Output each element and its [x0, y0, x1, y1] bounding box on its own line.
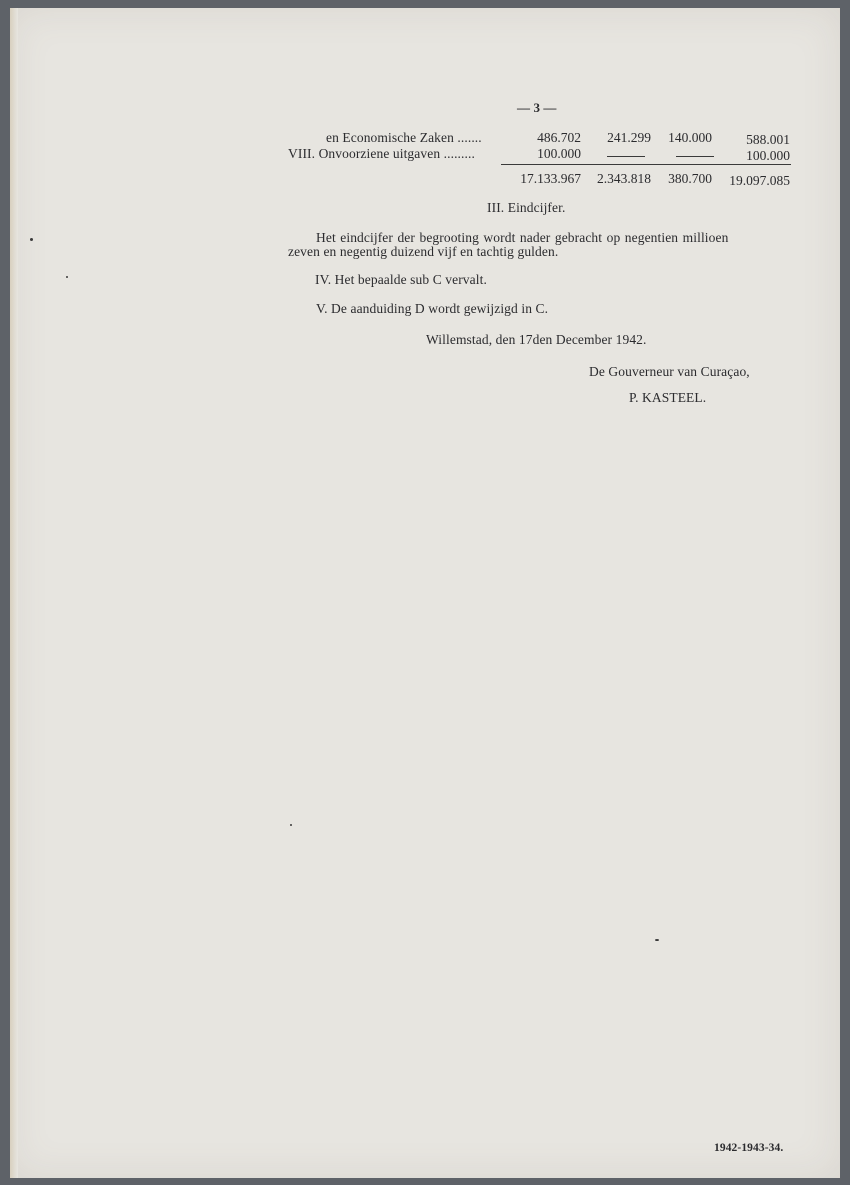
total-cell: 17.133.967: [520, 171, 581, 186]
section-heading: III. Eindcijfer.: [487, 200, 566, 215]
table-cell: 588.001: [746, 132, 790, 147]
table-cell-dash: [607, 156, 645, 157]
paragraph-line: Het eindcijfer der begrooting wordt nader gebracht op negentien millioen: [316, 230, 729, 245]
total-cell: 19.097.085: [729, 173, 790, 188]
total-cell: 2.343.818: [597, 171, 651, 186]
table-cell: 486.702: [537, 130, 581, 145]
document-page: [10, 8, 840, 1178]
section-iv: IV. Het bepaalde sub C vervalt.: [315, 272, 487, 287]
table-cell: 100.000: [746, 148, 790, 163]
ink-speck: [290, 824, 292, 826]
section-v: V. De aanduiding D wordt gewijzigd in C.: [316, 301, 549, 316]
ink-speck: [30, 238, 33, 241]
table-row-label: VIII. Onvoorziene uitgaven .........: [288, 146, 475, 161]
table-cell: 100.000: [537, 146, 581, 161]
signature-title: De Gouverneur van Curaçao,: [589, 364, 750, 379]
paragraph-line: zeven en negentig duizend vijf en tachtig gulden.: [288, 244, 559, 259]
place-date: Willemstad, den 17den December 1942.: [426, 332, 647, 347]
ink-speck: [66, 276, 68, 278]
table-row-label: en Economische Zaken .......: [326, 130, 482, 145]
total-rule: [501, 164, 791, 165]
signature-name: P. KASTEEL.: [629, 390, 707, 405]
ink-speck: [655, 939, 659, 941]
page-number: — 3 —: [517, 100, 557, 115]
total-cell: 380.700: [668, 171, 712, 186]
table-cell: 241.299: [607, 130, 651, 145]
footer-code: 1942-1943-34.: [714, 1142, 784, 1154]
table-cell: 140.000: [668, 130, 712, 145]
